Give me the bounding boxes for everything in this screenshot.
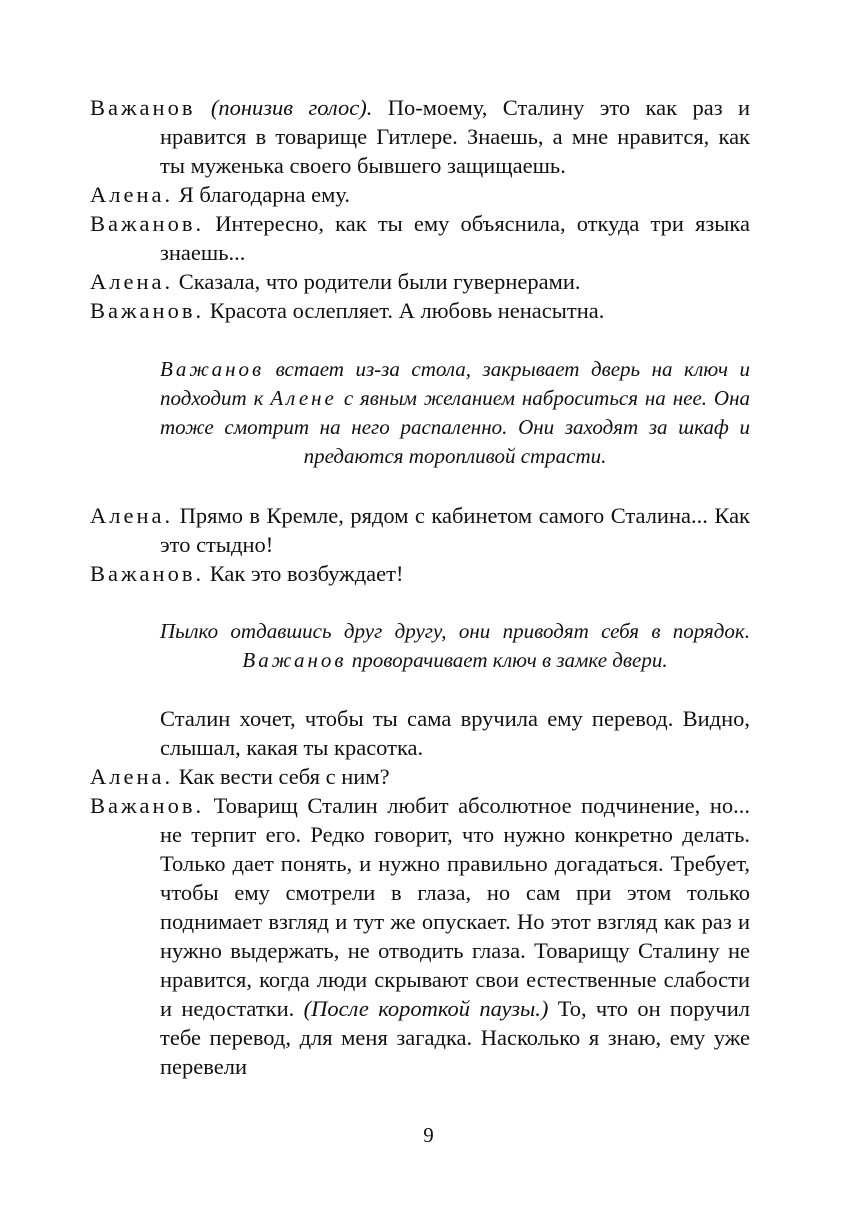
- speaker-name: Важанов: [90, 95, 196, 120]
- dialogue-line: [90, 209, 750, 267]
- dialogue-line: [90, 791, 750, 1081]
- line-text: То, что он поручил тебе перевод, для меня загадка. Насколько я знаю, ему уже перевели: [160, 996, 751, 1079]
- line-text: Прямо в Кремле, рядом с кабинетом самого Сталина... Как это стыдно!: [160, 503, 750, 557]
- line-text: Сказала, что родители были гувернерами.: [178, 269, 581, 294]
- dialogue-line: [90, 559, 750, 588]
- speaker-name: Алена.: [90, 182, 174, 207]
- line-text: По-моему, Сталину это как раз и нравится в товарище Гитлере. Знаешь, а мне нравится, как ты муженька своего бывшего защищаешь.: [160, 95, 751, 178]
- dialogue-line: [90, 762, 750, 791]
- line-text: Сталин хочет, чтобы ты сама вручила ему перевод. Видно, слышал, какая ты красотка.: [160, 706, 750, 760]
- dialogue-continuation: [90, 704, 750, 762]
- stage-speaker-name: Важанов: [160, 357, 265, 381]
- dialogue-line: [90, 296, 750, 325]
- stage-text: с явным желанием наброситься на нее. Она тоже смотрит на него распаленно. Они заходят за шкаф и предаются торопливой страсти.: [160, 386, 751, 468]
- dialogue-block-3: [90, 704, 750, 1081]
- speaker-name: Алена.: [90, 269, 174, 294]
- dialogue-line: [90, 267, 750, 296]
- dialogue-block-1: [90, 93, 750, 325]
- stage-speaker-name: Важанов: [242, 648, 347, 672]
- speaker-name: Важанов.: [90, 211, 205, 236]
- line-text: Я благодарна ему.: [178, 182, 350, 207]
- stage-speaker-name: Алене: [270, 386, 337, 410]
- dialogue-line: [90, 180, 750, 209]
- line-text: Как это возбуждает!: [209, 561, 404, 586]
- line-text: Как вести себя с ним?: [178, 764, 390, 789]
- stage-direction-inline: (понизив голос).: [210, 95, 373, 120]
- line-text: Красота ослепляет. А любовь ненасытна.: [209, 298, 605, 323]
- line-text: Товарищ Сталин любит абсолютное подчинение, но... не терпит его. Редко говорит, что нужно конкретно делать. Только дает понять, и нужно правильно догадаться. Требует, чтобы ему смотрели в глаза, но сам при этом только поднимает взгляд и тут же опускает. Но этот взгляд как раз и нужно выдержать, не отводить глаза. Товарищу Сталину не нравится, когда люди скрывают свои естественные слабости и недостатки.: [160, 793, 750, 1021]
- page-number: 9: [423, 1123, 434, 1147]
- stage-text: проворачивает ключ в замке двери.: [351, 648, 668, 672]
- stage-direction-1: [160, 355, 750, 471]
- stage-direction-inline: (После короткой паузы.): [303, 996, 549, 1021]
- speaker-name: Важанов.: [90, 561, 205, 586]
- speaker-name: Алена.: [90, 764, 174, 789]
- dialogue-block-2: [90, 501, 750, 588]
- speaker-name: Важанов.: [90, 793, 205, 818]
- stage-text: встает из-за стола, закрывает дверь на ключ и подходит к: [160, 357, 751, 410]
- dialogue-line: [90, 501, 750, 559]
- speaker-name: Важанов.: [90, 298, 205, 323]
- dialogue-line: [90, 93, 750, 180]
- speaker-name: Алена.: [90, 503, 174, 528]
- stage-text: Пылко отдавшись друг другу, они приводят себя в порядок.: [160, 619, 750, 643]
- line-text: Интересно, как ты ему объяснила, откуда три языка знаешь...: [160, 211, 750, 265]
- stage-direction-2: [160, 617, 750, 675]
